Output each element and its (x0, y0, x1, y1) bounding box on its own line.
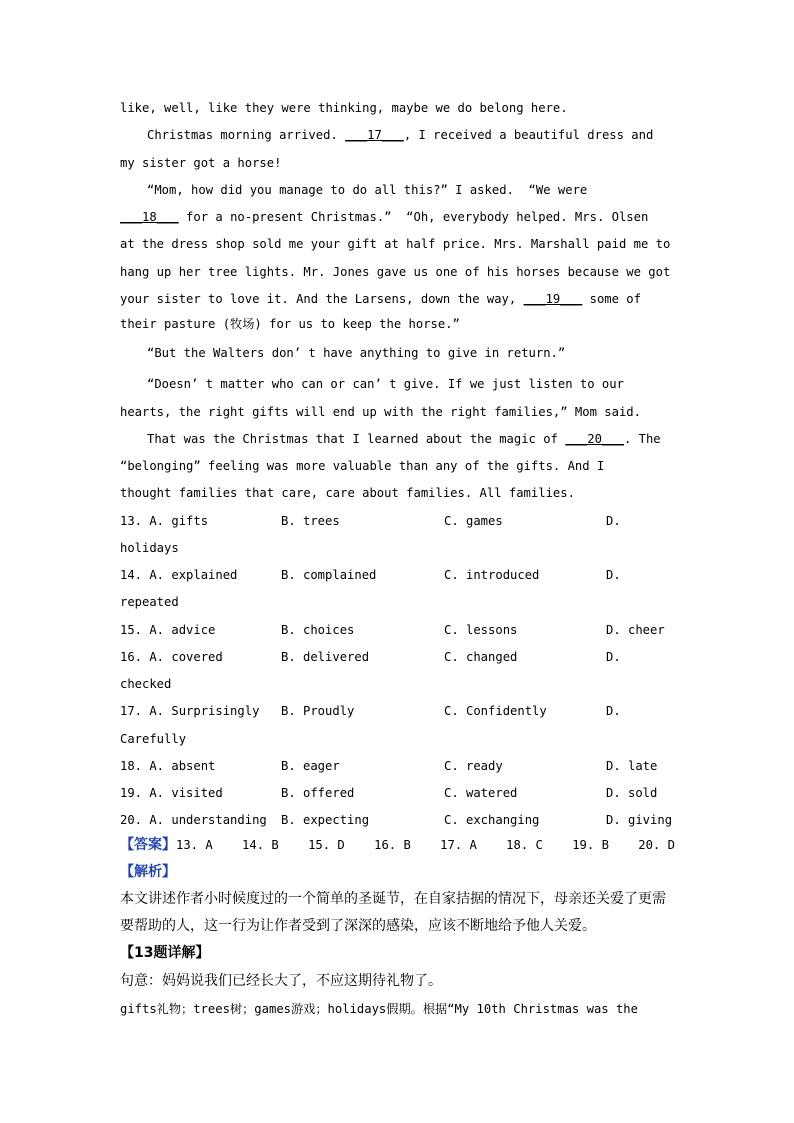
blank-18: ___18___ (120, 210, 179, 224)
option-d: D. giving (606, 813, 673, 827)
detail-tag: 【13题详解】 (120, 945, 210, 961)
option-d: D. sold (606, 786, 658, 800)
answer-tag: 【答案】 (120, 837, 176, 853)
option-b: B. Proudly (281, 704, 355, 718)
option-b: B. complained (281, 568, 377, 582)
passage-line: hearts, the right gifts will end up with the right families,” Mom said. (120, 405, 641, 419)
option-c: C. introduced (444, 568, 540, 582)
blank-20: ___20___ (565, 432, 624, 446)
option-d: D. (606, 514, 621, 528)
option-d: D. cheer (606, 623, 665, 637)
question-14 (120, 567, 680, 583)
sentence-meaning: 句意：妈妈说我们已经长大了，不应这期待礼物了。 (120, 973, 442, 989)
passage-line: “Mom, how did you manage to do all this?” I asked. “We were (147, 183, 588, 197)
passage-line: like, well, like they were thinking, maybe we do belong here. (120, 101, 568, 115)
option-d: D. (606, 704, 621, 718)
option-c: C. exchanging (444, 813, 540, 827)
option-c: C. games (444, 514, 503, 528)
passage-line: “But the Walters don’ t have anything to give in return.” (147, 346, 566, 360)
question-15 (120, 622, 680, 638)
passage-text: , I received a beautiful dress and (403, 128, 654, 142)
option-c: C. watered (444, 786, 518, 800)
option-a: 18. A. absent (120, 759, 216, 773)
option-a: 19. A. visited (120, 786, 223, 800)
question-13 (120, 513, 680, 529)
option-d-wrap: repeated (120, 595, 179, 609)
passage-text: That was the Christmas that I learned about the magic of (147, 432, 566, 446)
option-d: D. late (606, 759, 658, 773)
analysis-paragraph: 要帮助的人，这一行为让作者受到了深深的感染，应该不断地给予他人关爱。 (120, 918, 596, 934)
passage-line (120, 291, 641, 307)
passage-line (147, 127, 653, 143)
passage-text: Christmas morning arrived. (147, 128, 346, 142)
option-c: C. Confidently (444, 704, 547, 718)
passage-text: some of (582, 292, 641, 306)
answer-text: 13. A 14. B 15. D 16. B 17. A 18. C 19. B 20. D (176, 838, 675, 852)
option-d: D. (606, 568, 621, 582)
option-a: 15. A. advice (120, 623, 216, 637)
option-b: B. offered (281, 786, 355, 800)
option-d: D. (606, 650, 621, 664)
blank-19: ___19___ (523, 292, 583, 306)
passage-text: your sister to love it. And the Larsens, down the way, (120, 292, 524, 306)
passage-line: “Doesn’ t matter who can or can’ t give. If we just listen to our (147, 377, 624, 391)
option-a: 17. A. Surprisingly (120, 704, 260, 718)
passage-line: hang up her tree lights. Mr. Jones gave us one of his horses because we got (120, 265, 671, 279)
blank-17: ___17___ (345, 128, 404, 142)
passage-line: at the dress shop sold me your gift at half price. Mrs. Marshall paid me to (120, 237, 671, 251)
word-meanings: gifts礼物；trees树；games游戏；holidays假期。根据“My 10th Christmas was the (120, 1002, 638, 1016)
passage-line: their pasture (牧场) for us to keep the horse.” (120, 317, 460, 331)
option-a: 14. A. explained (120, 568, 238, 582)
analysis-paragraph: 本文讲述作者小时候度过的一个简单的圣诞节，在自家拮据的情况下，母亲还关爱了更需 (120, 891, 666, 907)
passage-line (147, 431, 661, 447)
option-d-wrap: checked (120, 677, 172, 691)
passage-line: thought families that care, care about families. All families. (120, 486, 575, 500)
option-b: B. eager (281, 759, 340, 773)
passage-line: my sister got a horse! (120, 156, 282, 170)
option-c: C. ready (444, 759, 503, 773)
question-17 (120, 703, 680, 719)
passage-line: “belonging” feeling was more valuable than any of the gifts. And I (120, 459, 605, 473)
option-b: B. expecting (281, 813, 370, 827)
analysis-tag: 【解析】 (120, 864, 176, 880)
option-a: 16. A. covered (120, 650, 223, 664)
passage-text: for a no-present Christmas.” “Oh, everybody helped. Mrs. Olsen (178, 210, 649, 224)
question-18 (120, 758, 680, 774)
option-b: B. choices (281, 623, 355, 637)
passage-line (120, 209, 648, 225)
option-d-wrap: holidays (120, 541, 179, 555)
option-c: C. lessons (444, 623, 518, 637)
option-d-wrap: Carefully (120, 732, 187, 746)
question-19 (120, 785, 680, 801)
question-20 (120, 812, 680, 828)
option-a: 20. A. understanding (120, 813, 267, 827)
passage-text: . The (623, 432, 661, 446)
answer-line (120, 836, 675, 854)
question-16 (120, 649, 680, 665)
option-b: B. delivered (281, 650, 370, 664)
option-b: B. trees (281, 514, 340, 528)
option-a: 13. A. gifts (120, 514, 209, 528)
option-c: C. changed (444, 650, 518, 664)
